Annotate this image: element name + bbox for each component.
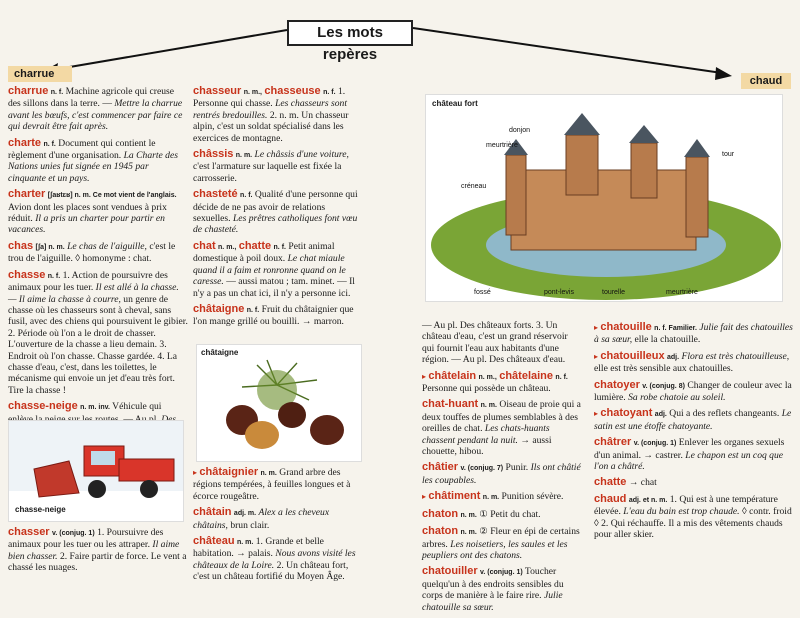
entry-charrue: charrue n. f. Machine agricole qui creuse des sillons dans la terre. — Mettre la charrue avant les bœufs, c'est commencer par faire ce qui devrait être fait après.	[8, 85, 183, 133]
castle-icon	[426, 95, 782, 301]
entry-chasseur: chasseur n. m., chasseuse n. f. 1. Personne qui chasse. Les chasseurs sont rentrés bredouilles. 2. n. m. Un chasseur alpin, c'est un soldat spécialisé dans les exercices de montagne.	[193, 85, 349, 144]
chestnut-illustration	[196, 344, 362, 462]
entry-chaton-1: chaton n. m. ① Petit du chat.	[422, 507, 541, 520]
chestnut-caption: châtaigne	[201, 348, 239, 357]
entry-chatoyer: chatoyer v. (conjug. 8) Changer de couleur avec la lumière. Sa robe chatoie au soleil.	[594, 378, 792, 404]
chestnut-icon	[197, 345, 361, 461]
castle-label-creneau: créneau	[461, 183, 487, 190]
entry-chataigne: châtaigne n. f. Fruit du châtaignier que l'on mange grillé ou bouilli. → marron.	[193, 302, 354, 328]
column-4	[594, 322, 794, 546]
entry-chatiment: ▸ châtiment n. m. Punition sévère.	[422, 490, 564, 503]
column-2	[193, 86, 363, 333]
entry-chatoyant: ▸ chatoyant adj. Qui a des reflets changeants. Le satin est une étoffe chatoyante.	[594, 407, 792, 432]
castle-label-meurtriere-2: meurtrière	[666, 289, 698, 296]
guide-word-right: chaud	[741, 73, 791, 89]
entry-charter: charter [ʃaʁtɛʁ] n. m. Ce mot vient de l'anglais. Avion dont les places sont vendues à prix réduit. Il a pris un charter pour partir en vacances.	[8, 188, 177, 236]
castle-label-pont-levis: pont-levis	[544, 289, 574, 296]
entry-chaud: chaud adj. et n. m. 1. Qui est à une température élevée. L'eau du bain est trop chaude. ◊ contr. froid ◊ 2. Qui réchauffe. Il a mis des vêtements chauds pour aller skier.	[594, 492, 792, 541]
castle-label-tour: tour	[722, 151, 735, 158]
column-3	[422, 320, 582, 618]
entry-chastete: chasteté n. f. Qualité d'une personne qui décide de ne pas avoir de relations sexuelles. Les prêtres catholiques font vœu de chasteté.	[193, 188, 358, 236]
entry-chateau: château n. m. 1. Grande et belle habitation. → palais. Nous avons visité les châteaux de la Loire. 2. Un château fort, c'est un château fortifié du Moyen Âge.	[193, 535, 356, 583]
entry-charte: charte n. f. Document qui contient le règlement d'une organisation. La Charte des Nations unies fut signée en 1945 par cinquante et un pays.	[8, 136, 178, 184]
castle-caption: château fort	[432, 99, 478, 108]
entry-chasse-neige: chasse-neige n. m. inv. Véhicule qui	[8, 400, 162, 413]
entry-chasser: chasser v. (conjug. 1) 1. Poursuivre des animaux pour les tuer ou les attraper. Il aime bien chasser. 2. Faire partir de force. Le vent a chassé les nuages.	[8, 526, 187, 574]
guide-word-left: charrue	[8, 66, 72, 82]
entry-chatouille: ▸ chatouille n. f. Familier. Julie fait des chatouilles à sa sœur, elle la chatouille.	[594, 321, 793, 346]
entry-chateau-cont: — Au pl. Des châteaux forts. 3. Un château d'eau, c'est un grand réservoir qui fournit l'eau aux habitants d'une région. — Au pl. Des châteaux d'eau.	[422, 320, 568, 366]
castle-illustration	[425, 94, 783, 302]
entry-chat: chat n. m., chatte n. f. Petit animal domestique à poil doux. Le chat miaule quand il a faim et ronronne quand on le caresse. — aussi matou ; tam. minet. — Il n'y a pas un chat ici, il n'y a personne ici.	[193, 239, 355, 299]
column-1-bottom	[8, 527, 188, 579]
entry-chatouilleux: ▸ chatouilleux adj. Flora est très chatouilleuse, elle est très sensible aux chatouilles.	[594, 349, 790, 375]
entry-chatrer: châtrer v. (conjug. 1) Enlever les organes sexuels d'un animal. → castrer. Le chapon est un coq que l'on a châtré.	[594, 436, 785, 473]
entry-chatain: châtain adj. m. Alex a les cheveux châtains, brun clair.	[193, 506, 330, 531]
castle-label-meurtriere: meurtrière	[486, 142, 518, 149]
title-arrows	[0, 0, 800, 90]
entry-chassis: châssis n. m. Le châssis d'une voiture, c'est l'armature sur laquelle est fixée la carrosserie.	[193, 148, 349, 184]
snowplow-caption: chasse-neige	[15, 505, 66, 514]
column-1	[8, 86, 188, 441]
castle-label-fosse: fossé	[474, 289, 491, 296]
entry-chat-huant: chat-huant n. m. Oiseau de proie qui a deux touffes de plumes semblables à des oreilles de chat. Les chats-huants chassent pendant la nuit. → aussi chouette, hibou.	[422, 398, 581, 458]
entry-chatouiller: chatouiller v. (conjug. 1) Toucher quelqu'un à des endroits sensibles du corps de manière à le faire rire. Julie chatouille sa sœur.	[422, 565, 564, 613]
entry-chasse: chasse n. f. 1. Action de poursuivre des animaux pour les tuer. Il est allé à la chasse. — Il aime la chasse à courre, un genre de chasse où les chasseurs sont à cheval, sans fusil, avec des chiens qui poursuivent le gibier. 2. Période où l'on a le droit de chasser. L'ouverture de la chasse a lieu demain. 3. Endroit où l'on chasse. Chasse gardée. 4. La chasse d'eau, c'est, dans les toilettes, le mécanisme qui envoie un jet d'eau très fort. Tire la chasse !	[8, 268, 188, 396]
castle-label-donjon: donjon	[509, 127, 531, 134]
castle-label-tourelle: tourelle	[602, 289, 625, 296]
snowplow-illustration	[8, 420, 184, 522]
entry-chatelain: ▸ châtelain n. m., châtelaine n. f. Personne qui possède un château.	[422, 369, 568, 395]
page-title: Les mots repères	[287, 20, 413, 46]
entry-chatier: châtier v. (conjug. 7) Punir. Ils ont châtié les coupables.	[422, 461, 581, 486]
entry-chataignier: ▸ châtaignier n. m. Grand arbre des régions tempérées, à feuilles longues et à écorce rougeâtre.	[193, 466, 351, 502]
entry-chatte: chatte → chat	[594, 476, 657, 489]
column-2-bottom	[193, 467, 363, 588]
entry-chas: chas [ʃa] n. m. Le chas de l'aiguille, c'est le trou de l'aiguille. ◊ homonyme : chat.	[8, 239, 176, 265]
entry-chaton-2: chaton n. m. ② Fleur en épi de certains arbres. Les noisetiers, les saules et les peupliers ont des chatons.	[422, 525, 580, 561]
